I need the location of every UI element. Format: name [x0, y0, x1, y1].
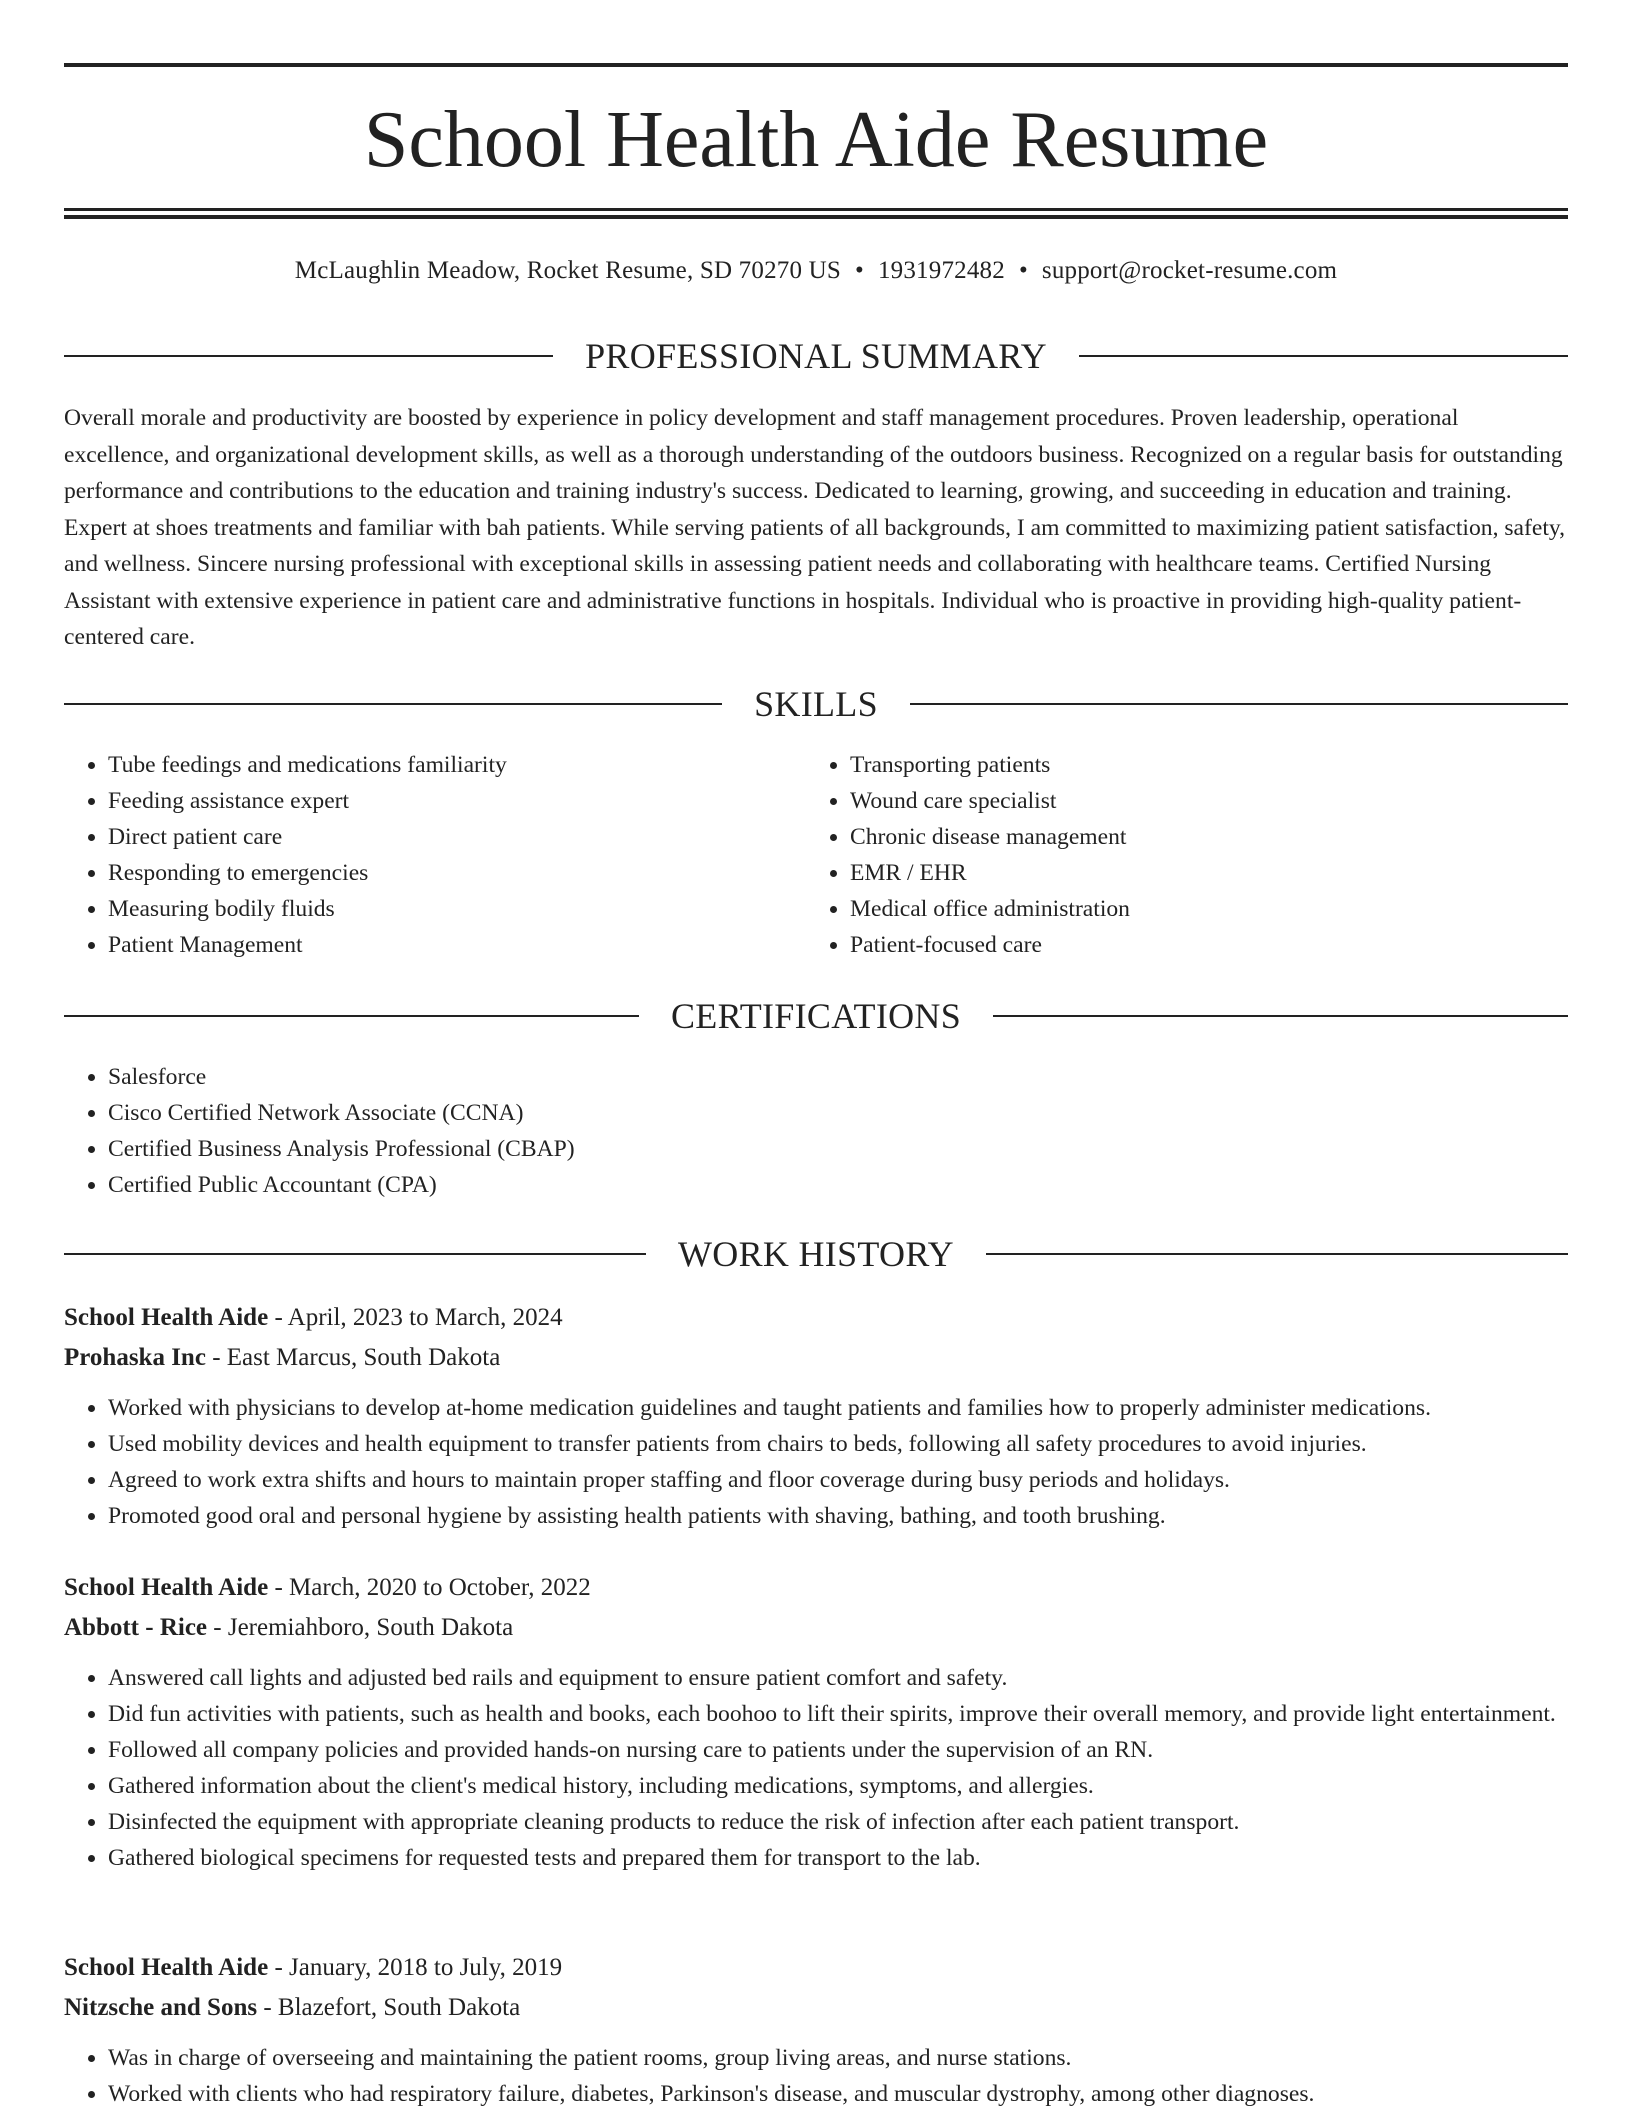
- contact-phone: 1931972482: [877, 257, 1005, 284]
- section-header-summary: [64, 334, 1568, 378]
- job-entry: [64, 1298, 1568, 1534]
- certification-item: • Cisco Certified Network Associate (CCNA): [108, 1095, 1568, 1131]
- section-divider: [64, 703, 722, 705]
- job-duty-item: • Worked with clients who had respiratory failure, diabetes, Parkinson's disease, and muscular dystrophy, among other diagnoses.: [108, 2076, 1568, 2112]
- job-duty-item: • Gathered biological specimens for requested tests and prepared them for transport to the lab.: [108, 1840, 1568, 1876]
- certification-item: • Certified Public Accountant (CPA): [108, 1167, 1568, 1203]
- job-company-line: [64, 1608, 1568, 1648]
- section-title-work: WORK HISTORY: [678, 1234, 954, 1274]
- section-divider: [1079, 355, 1568, 357]
- skill-item: • Feeding assistance expert: [108, 783, 804, 819]
- job-duty-item: • Was in charge of overseeing and maintaining the patient rooms, group living areas, and nurse stations.: [108, 2040, 1568, 2076]
- job-company-line: [64, 1338, 1568, 1378]
- section-title-summary: PROFESSIONAL SUMMARY: [585, 336, 1047, 376]
- page-title: School Health Aide Resume: [363, 96, 1269, 184]
- job-duty-item: • Disinfected the equipment with appropriate cleaning products to reduce the risk of infection after each patient transport.: [108, 1804, 1568, 1840]
- contact-line: [64, 254, 1568, 288]
- job-duty-item: • Did fun activities with patients, such as health and books, each boohoo to lift their spirits, improve their overall memory, and provide light entertainment.: [108, 1696, 1568, 1732]
- job-duty-item: • Promoted good oral and personal hygiene by assisting health patients with shaving, bathing, and tooth brushing.: [108, 1498, 1568, 1534]
- job-duty-item: • Agreed to work extra shifts and hours to maintain proper staffing and floor coverage during busy periods and holidays.: [108, 1462, 1568, 1498]
- job-title: School Health Aide: [64, 1954, 269, 1981]
- job-duties-list: [64, 2040, 1568, 2112]
- job-company: Prohaska Inc: [64, 1344, 206, 1371]
- job-dates: - April, 2023 to March, 2024: [268, 1304, 563, 1331]
- skill-item: • Wound care specialist: [850, 783, 1546, 819]
- skill-item: • EMR / EHR: [850, 855, 1546, 891]
- skill-item: • Tube feedings and medications familiarity: [108, 747, 804, 783]
- certification-item: • Certified Business Analysis Professional (CBAP): [108, 1131, 1568, 1167]
- skills-column-left: [64, 747, 804, 963]
- skill-item: • Patient-focused care: [850, 927, 1546, 963]
- job-title: School Health Aide: [64, 1304, 269, 1331]
- job-title-line: [64, 1948, 1568, 1988]
- section-title-certifications: CERTIFICATIONS: [670, 996, 962, 1036]
- job-entry: [64, 1948, 1568, 2112]
- summary-paragraph: Overall morale and productivity are boosted by experience in policy development and staff management procedures. Proven leadership, operational excellence, and organizational development skills, as well as a thorough understanding of the outdoors business. Recognized on a regular basis for outstanding performance and contributions to the education and training industry's success. Dedicated to learning, growing, and succeeding in education and training. Expert at shoes treatments and familiar with bah patients. While serving patients of all backgrounds, I am committed to maximizing patient satisfaction, safety, and wellness. Sincere nursing professional with exceptional skills in assessing patient needs and collaborating with healthcare teams. Certified Nursing Assistant with extensive experience in patient care and administrative functions in hospitals. Individual who is proactive in providing high-quality patient-centered care.: [64, 405, 1566, 650]
- contact-email: support@rocket-resume.com: [1041, 257, 1338, 284]
- job-company-line: [64, 1988, 1568, 2028]
- skill-item: • Transporting patients: [850, 747, 1546, 783]
- job-company: Nitzsche and Sons: [64, 1994, 258, 2021]
- job-duty-item: • Followed all company policies and provided hands-on nursing care to patients under the supervision of an RN.: [108, 1732, 1568, 1768]
- section-divider: [910, 703, 1568, 705]
- contact-separator: •: [1018, 257, 1028, 284]
- skills-column-right: [806, 747, 1546, 963]
- skill-item: • Responding to emergencies: [108, 855, 804, 891]
- job-duty-item: • Gathered information about the client's medical history, including medications, symptoms, and allergies.: [108, 1768, 1568, 1804]
- job-duty-item: • Answered call lights and adjusted bed rails and equipment to ensure patient comfort and safety.: [108, 1660, 1568, 1696]
- contact-address: McLaughlin Meadow, Rocket Resume, SD 70270 US: [294, 257, 841, 284]
- job-duties-list: [64, 1660, 1568, 1876]
- section-title-skills: SKILLS: [754, 684, 878, 724]
- skill-item: • Chronic disease management: [850, 819, 1546, 855]
- job-entry: [64, 1568, 1568, 1876]
- skills-list: [806, 747, 1546, 963]
- header-top-rule: [64, 63, 1568, 67]
- job-title-line: [64, 1568, 1568, 1608]
- job-duty-item: • Worked with physicians to develop at-home medication guidelines and taught patients and families how to properly administer medications.: [108, 1390, 1568, 1426]
- certifications-block: [64, 1059, 1568, 1203]
- section-header-skills: [64, 682, 1568, 726]
- skill-item: • Direct patient care: [108, 819, 804, 855]
- job-title-line: [64, 1298, 1568, 1338]
- skill-item: • Measuring bodily fluids: [108, 891, 804, 927]
- section-header-work: [64, 1232, 1568, 1276]
- section-divider: [64, 1015, 639, 1017]
- skill-item: • Medical office administration: [850, 891, 1546, 927]
- job-location: - Jeremiahboro, South Dakota: [207, 1614, 514, 1641]
- job-location: - East Marcus, South Dakota: [205, 1344, 501, 1371]
- section-divider: [64, 355, 553, 357]
- certification-item: • Salesforce: [108, 1059, 1568, 1095]
- contact-separator: •: [855, 257, 864, 284]
- section-divider: [64, 1253, 646, 1255]
- job-company: Abbott - Rice: [64, 1614, 208, 1641]
- job-duty-item: • Used mobility devices and health equipment to transfer patients from chairs to beds, following all safety procedures to avoid injuries.: [108, 1426, 1568, 1462]
- job-duties-list: [64, 1390, 1568, 1534]
- job-location: - Blazefort, South Dakota: [257, 1994, 521, 2021]
- job-title: School Health Aide: [64, 1574, 269, 1601]
- section-divider: [986, 1253, 1568, 1255]
- skills-list: [64, 747, 804, 963]
- job-dates: - March, 2020 to October, 2022: [268, 1574, 591, 1601]
- section-header-certifications: [64, 994, 1568, 1038]
- section-divider: [993, 1015, 1568, 1017]
- header-double-rule: [64, 208, 1568, 219]
- certifications-list: [64, 1059, 1568, 1203]
- job-dates: - January, 2018 to July, 2019: [268, 1954, 563, 1981]
- skill-item: • Patient Management: [108, 927, 804, 963]
